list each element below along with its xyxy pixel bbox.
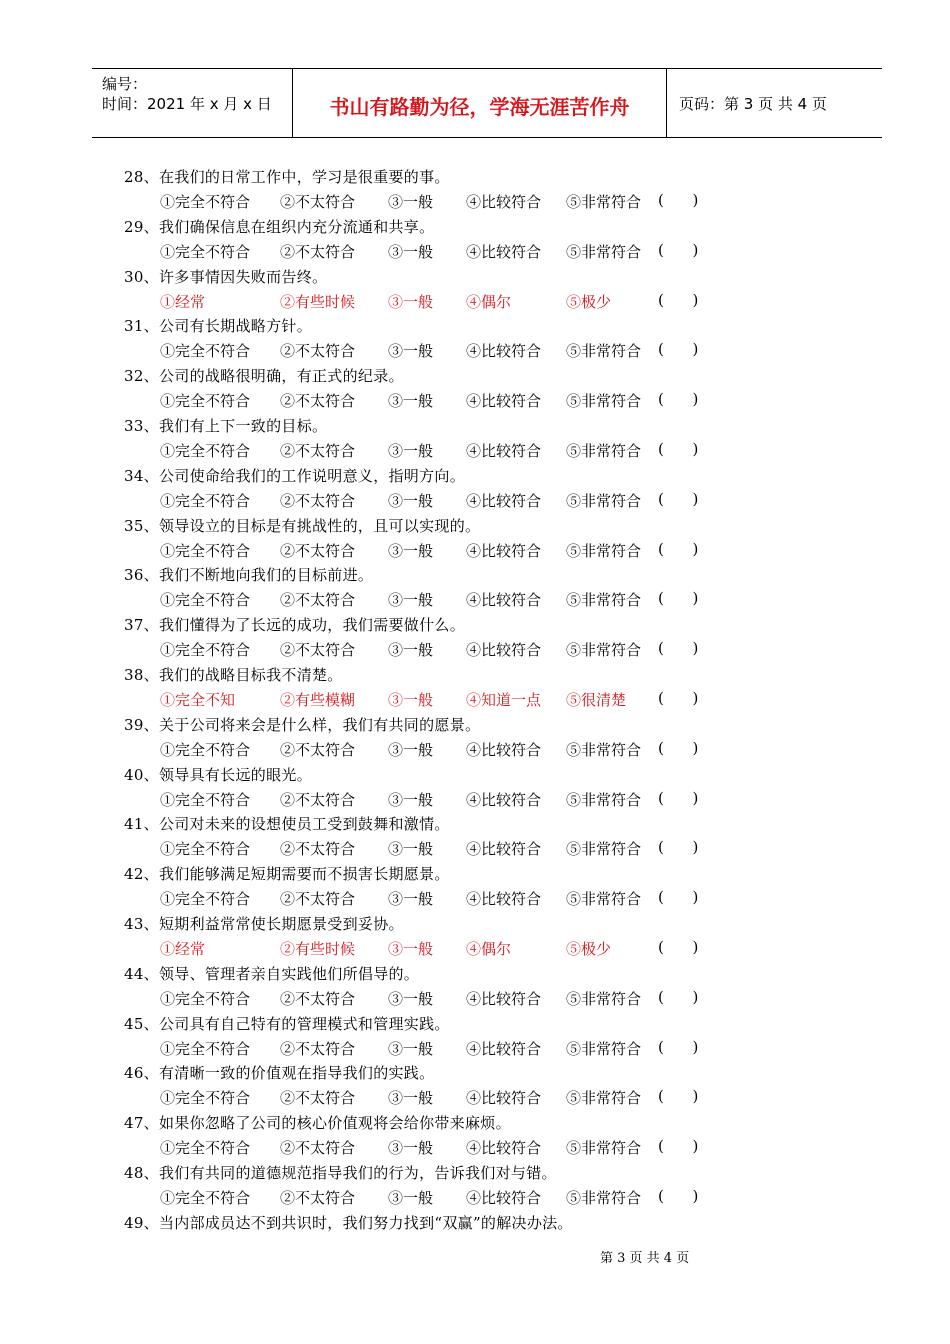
answer-option[interactable]: ①完全不符合 (160, 193, 251, 211)
answer-blank[interactable]: ( ) (658, 290, 699, 309)
answer-option[interactable]: ④比较符合 (466, 491, 542, 510)
question-text: 37、我们懂得为了长远的成功，我们需要做什么。 (124, 616, 465, 635)
answer-option[interactable]: ②不太符合 (280, 342, 356, 361)
page-header (92, 68, 882, 138)
question-item (124, 963, 844, 1013)
answer-option[interactable]: ①经常 (160, 939, 206, 958)
serial-number-label: 编号： (102, 75, 148, 93)
answer-option[interactable]: ②不太符合 (280, 840, 356, 859)
answer-blank[interactable]: ( ) (658, 539, 699, 558)
answer-options (160, 1087, 720, 1112)
answer-blank[interactable]: ( ) (658, 838, 699, 857)
answer-option[interactable]: ⑤非常符合 (566, 1089, 642, 1108)
answer-option[interactable]: ⑤极少 (566, 292, 612, 311)
answer-option[interactable]: ②不太符合 (280, 392, 356, 411)
question-item (124, 564, 844, 614)
answer-option[interactable]: ③一般 (388, 1089, 434, 1108)
answer-option[interactable]: ④比较符合 (466, 840, 542, 859)
answer-option[interactable]: ①完全不符合 (160, 541, 251, 560)
answer-option[interactable]: ③一般 (388, 441, 434, 460)
answer-option[interactable]: ①完全不符合 (160, 1188, 251, 1207)
answer-blank[interactable]: ( ) (658, 888, 699, 907)
question-text: 38、我们的战略目标我不清楚。 (124, 665, 343, 684)
answer-option[interactable]: ⑤非常符合 (566, 1139, 642, 1158)
answer-option[interactable]: ②不太符合 (280, 441, 356, 460)
answer-option[interactable]: ⑤非常符合 (566, 441, 642, 460)
answer-option[interactable]: ②不太符合 (280, 242, 356, 261)
question-item (124, 1162, 844, 1212)
question-item (124, 913, 844, 963)
question-text: 34、公司使命给我们的工作说明意义，指明方向。 (124, 466, 465, 485)
answer-options (160, 241, 720, 266)
answer-option[interactable]: ⑤非常符合 (566, 641, 642, 660)
answer-option[interactable]: ⑤非常符合 (566, 890, 642, 909)
answer-option[interactable]: ③一般 (388, 193, 434, 211)
answer-options (160, 390, 720, 415)
answer-option[interactable]: ①完全不符合 (160, 591, 251, 610)
answer-blank[interactable]: ( ) (658, 738, 699, 757)
question-text: 45、公司具有自己特有的管理模式和管理实践。 (124, 1014, 450, 1033)
question-text: 46、有清晰一致的价值观在指导我们的实践。 (124, 1064, 435, 1083)
answer-options (160, 938, 720, 963)
answer-option[interactable]: ③一般 (388, 740, 434, 759)
question-item (124, 515, 844, 565)
answer-option[interactable]: ②不太符合 (280, 1139, 356, 1158)
answer-option[interactable]: ④比较符合 (466, 1039, 542, 1058)
answer-option[interactable]: ①完全不符合 (160, 840, 251, 859)
header-page-cell (667, 69, 882, 137)
answer-option[interactable]: ⑤非常符合 (566, 1039, 642, 1058)
answer-blank[interactable]: ( ) (658, 1087, 699, 1106)
question-item (124, 365, 844, 415)
answer-blank[interactable]: ( ) (658, 439, 699, 458)
answer-option[interactable]: ④比较符合 (466, 541, 542, 560)
answer-option[interactable]: ②有些模糊 (280, 690, 356, 709)
answer-option[interactable]: ④比较符合 (466, 641, 542, 660)
question-item (124, 1212, 844, 1262)
answer-option[interactable]: ②不太符合 (280, 890, 356, 909)
question-item (124, 415, 844, 465)
header-left-cell (92, 69, 293, 137)
answer-option[interactable]: ④偶尔 (466, 292, 512, 311)
answer-option[interactable]: ⑤非常符合 (566, 740, 642, 759)
answer-option[interactable]: ②不太符合 (280, 591, 356, 610)
question-text: 43、短期利益常常使长期愿景受到妥协。 (124, 914, 404, 933)
question-text: 39、关于公司将来会是什么样，我们有共同的愿景。 (124, 715, 481, 734)
answer-option[interactable]: ③一般 (388, 242, 434, 261)
answer-option[interactable]: ②不太符合 (280, 193, 356, 211)
answer-option[interactable]: ④比较符合 (466, 1139, 542, 1158)
answer-option[interactable]: ④比较符合 (466, 193, 542, 211)
answer-blank[interactable]: ( ) (658, 390, 699, 409)
answer-options (160, 838, 720, 863)
answer-options (160, 440, 720, 465)
answer-option[interactable]: ①完全不符合 (160, 342, 251, 361)
answer-option[interactable]: ⑤很清楚 (566, 690, 627, 709)
answer-option[interactable]: ①完全不符合 (160, 890, 251, 909)
answer-option[interactable]: ①经常 (160, 292, 206, 311)
answer-option[interactable]: ④比较符合 (466, 740, 542, 759)
answer-option[interactable]: ③一般 (388, 541, 434, 560)
answer-blank[interactable]: ( ) (658, 1037, 699, 1056)
question-item (124, 1013, 844, 1063)
answer-blank[interactable]: ( ) (658, 937, 699, 956)
question-text: 47、如果你忽略了公司的核心价值观将会给你带来麻烦。 (124, 1114, 511, 1133)
question-item (124, 465, 844, 515)
question-text: 28、在我们的日常工作中，学习是很重要的事。 (124, 168, 450, 186)
answer-option[interactable]: ③一般 (388, 1188, 434, 1207)
question-text: 35、领导设立的目标是有挑战性的，且可以实现的。 (124, 516, 481, 535)
answer-options (160, 540, 720, 565)
answer-option[interactable]: ④比较符合 (466, 392, 542, 411)
question-text: 36、我们不断地向我们的目标前进。 (124, 566, 374, 585)
answer-option[interactable]: ①完全不符合 (160, 989, 251, 1008)
question-item (124, 664, 844, 714)
question-item (124, 1112, 844, 1162)
answer-options (160, 1038, 720, 1063)
answer-option[interactable]: ①完全不符合 (160, 641, 251, 660)
answer-option[interactable]: ①完全不符合 (160, 392, 251, 411)
answer-option[interactable]: ②不太符合 (280, 989, 356, 1008)
answer-blank[interactable]: ( ) (658, 589, 699, 608)
answer-options (160, 1137, 720, 1162)
answer-option[interactable]: ③一般 (388, 392, 434, 411)
answer-option[interactable]: ⑤非常符合 (566, 591, 642, 610)
answer-option[interactable]: ④比较符合 (466, 441, 542, 460)
answer-option[interactable]: ③一般 (388, 342, 434, 361)
answer-blank[interactable]: ( ) (658, 788, 699, 807)
answer-option[interactable]: ③一般 (388, 1039, 434, 1058)
answer-options (160, 191, 720, 216)
question-text: 33、我们有上下一致的目标。 (124, 416, 328, 435)
answer-option[interactable]: ②不太符合 (280, 491, 356, 510)
question-text: 44、领导、管理者亲自实践他们所倡导的。 (124, 964, 420, 983)
answer-option[interactable]: ⑤非常符合 (566, 1188, 642, 1207)
answer-option[interactable]: ②不太符合 (280, 541, 356, 560)
question-item (124, 315, 844, 365)
question-text: 31、公司有长期战略方针。 (124, 317, 312, 336)
question-text: 30、许多事情因失败而告终。 (124, 267, 328, 286)
answer-option[interactable]: ①完全不知 (160, 690, 236, 709)
answer-blank[interactable]: ( ) (658, 987, 699, 1006)
answer-option[interactable]: ③一般 (388, 690, 434, 709)
answer-options (160, 888, 720, 913)
answer-option[interactable]: ④比较符合 (466, 890, 542, 909)
header-page-info: 页码：第 3 页 共 4 页 (679, 95, 827, 113)
answer-options (160, 490, 720, 515)
answer-blank[interactable]: ( ) (658, 1186, 699, 1205)
question-item (124, 266, 844, 316)
answer-option[interactable]: ③一般 (388, 840, 434, 859)
answer-option[interactable]: ⑤非常符合 (566, 790, 642, 809)
answer-option[interactable]: ①完全不符合 (160, 1139, 251, 1158)
answer-option[interactable]: ①完全不符合 (160, 790, 251, 809)
question-text: 41、公司对未来的设想使员工受到鼓舞和激情。 (124, 815, 450, 834)
answer-option[interactable]: ④比较符合 (466, 591, 542, 610)
answer-option[interactable]: ③一般 (388, 641, 434, 660)
question-item (124, 714, 844, 764)
answer-option[interactable]: ②不太符合 (280, 740, 356, 759)
answer-option[interactable]: ③一般 (388, 890, 434, 909)
answer-option[interactable]: ②有些时候 (280, 939, 356, 958)
answer-option[interactable]: ②不太符合 (280, 1089, 356, 1108)
answer-option[interactable]: ⑤非常符合 (566, 989, 642, 1008)
answer-option[interactable]: ⑤非常符合 (566, 541, 642, 560)
answer-blank[interactable]: ( ) (658, 240, 699, 259)
answer-option[interactable]: ③一般 (388, 1139, 434, 1158)
question-item (124, 166, 844, 216)
answer-blank[interactable]: ( ) (658, 489, 699, 508)
answer-options (160, 340, 720, 365)
answer-option[interactable]: ③一般 (388, 491, 434, 510)
answer-option[interactable]: ④比较符合 (466, 342, 542, 361)
answer-blank[interactable]: ( ) (658, 639, 699, 658)
answer-option[interactable]: ④知道一点 (466, 690, 542, 709)
answer-option[interactable]: ④比较符合 (466, 790, 542, 809)
answer-option[interactable]: ①完全不符合 (160, 1039, 251, 1058)
answer-option[interactable]: ①完全不符合 (160, 1089, 251, 1108)
answer-option[interactable]: ①完全不符合 (160, 242, 251, 261)
answer-option[interactable]: ②不太符合 (280, 1039, 356, 1058)
answer-option[interactable]: ①完全不符合 (160, 441, 251, 460)
answer-option[interactable]: ②不太符合 (280, 790, 356, 809)
answer-options (160, 988, 720, 1013)
question-item (124, 1062, 844, 1112)
answer-option[interactable]: ④比较符合 (466, 1188, 542, 1207)
answer-option[interactable]: ②不太符合 (280, 1188, 356, 1207)
question-text: 32、公司的战略很明确，有正式的纪录。 (124, 367, 404, 386)
questionnaire (124, 166, 844, 1262)
answer-option[interactable]: ①完全不符合 (160, 491, 251, 510)
answer-option[interactable]: ④比较符合 (466, 242, 542, 261)
answer-blank[interactable]: ( ) (658, 340, 699, 359)
question-item (124, 863, 844, 913)
answer-option[interactable]: ①完全不符合 (160, 740, 251, 759)
answer-option[interactable]: ④比较符合 (466, 989, 542, 1008)
answer-option[interactable]: ⑤非常符合 (566, 840, 642, 859)
answer-option[interactable]: ⑤非常符合 (566, 342, 642, 361)
question-text: 29、我们确保信息在组织内充分流通和共享。 (124, 217, 435, 236)
time-label: 时间：2021 年 x 月 x 日 (102, 95, 272, 113)
header-motto-cell (293, 69, 667, 137)
answer-option[interactable]: ④偶尔 (466, 939, 512, 958)
answer-options (160, 1187, 720, 1212)
answer-option[interactable]: ⑤非常符合 (566, 392, 642, 411)
question-item (124, 813, 844, 863)
answer-options (160, 789, 720, 814)
answer-option[interactable]: ⑤非常符合 (566, 491, 642, 510)
answer-options (160, 639, 720, 664)
answer-options (160, 739, 720, 764)
answer-option[interactable]: ③一般 (388, 292, 434, 311)
question-text: 49、当内部成员达不到共识时，我们努力找到“双赢”的解决办法。 (124, 1213, 573, 1232)
answer-options (160, 291, 720, 316)
answer-option[interactable]: ⑤非常符合 (566, 242, 642, 261)
answer-option[interactable]: ⑤极少 (566, 939, 612, 958)
answer-option[interactable]: ③一般 (388, 790, 434, 809)
answer-option[interactable]: ②有些时候 (280, 292, 356, 311)
answer-blank[interactable]: ( ) (658, 688, 699, 707)
answer-option[interactable]: ③一般 (388, 989, 434, 1008)
question-text: 40、领导具有长远的眼光。 (124, 765, 312, 784)
answer-option[interactable]: ③一般 (388, 591, 434, 610)
question-text: 48、我们有共同的道德规范指导我们的行为，告诉我们对与错。 (124, 1163, 557, 1182)
question-item (124, 614, 844, 664)
answer-blank[interactable]: ( ) (658, 1137, 699, 1156)
answer-options (160, 589, 720, 614)
question-item (124, 216, 844, 266)
page-footer: 第 3 页 共 4 页 (600, 1251, 690, 1266)
question-item (124, 764, 844, 814)
answer-blank[interactable]: ( ) (658, 191, 699, 209)
motto-text: 书山有路勤为径，学海无涯苦作舟 (329, 95, 630, 119)
answer-option[interactable]: ④比较符合 (466, 1089, 542, 1108)
answer-option[interactable]: ②不太符合 (280, 641, 356, 660)
answer-option[interactable]: ③一般 (388, 939, 434, 958)
question-text: 42、我们能够满足短期需要而不损害长期愿景。 (124, 865, 450, 884)
answer-options (160, 689, 720, 714)
answer-option[interactable]: ⑤非常符合 (566, 193, 642, 211)
